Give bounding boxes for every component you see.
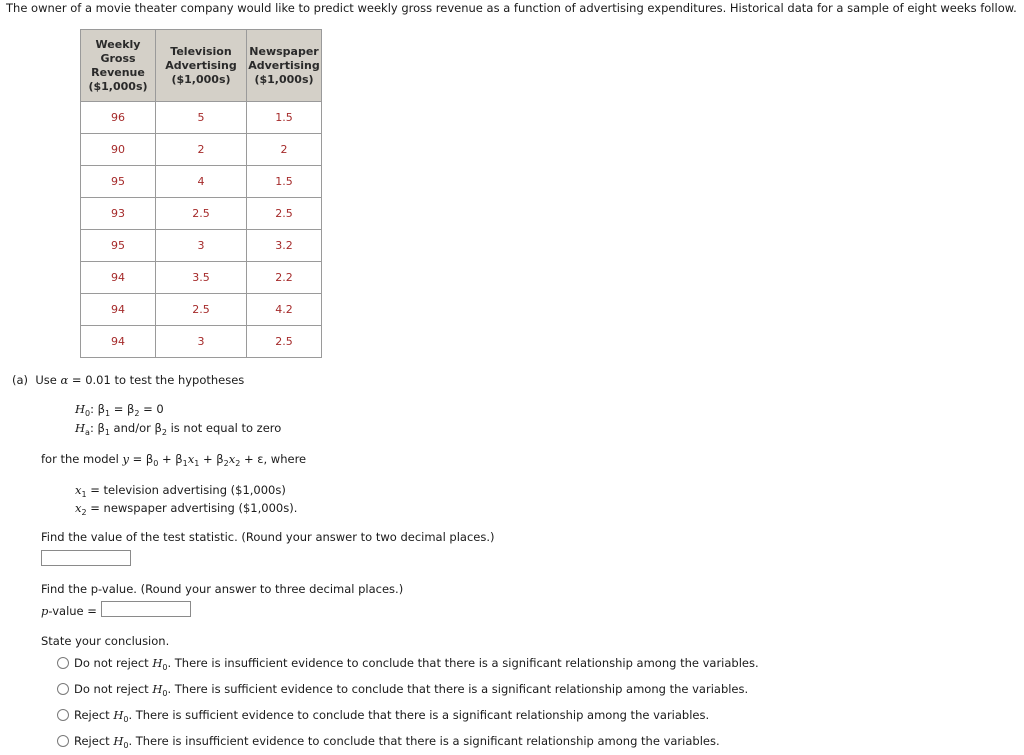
cell-tv: 2.5	[156, 294, 247, 326]
conclusion-radio-4[interactable]	[57, 735, 69, 747]
cell-tv: 5	[156, 102, 247, 134]
table-row	[81, 294, 322, 326]
cell-newspaper: 4.2	[247, 294, 322, 326]
conclusion-radio-1[interactable]	[57, 657, 69, 669]
cell-tv: 2	[156, 134, 247, 166]
test-statistic-input[interactable]	[41, 550, 131, 566]
cell-tv: 3.5	[156, 262, 247, 294]
cell-newspaper: 1.5	[247, 166, 322, 198]
table-row	[81, 198, 322, 230]
header-weekly-gross-revenue: Weekly Gross Revenue ($1,000s)	[81, 30, 156, 102]
table-row	[81, 166, 322, 198]
cell-revenue: 94	[81, 326, 156, 358]
cell-tv: 3	[156, 326, 247, 358]
test-statistic-question: Find the value of the test statistic. (Round your answer to two decimal places.)	[41, 530, 495, 544]
conclusion-option-4[interactable]: Reject $H_0$. There is insufficient evidence to conclude that there is a significant relationship among the variables.	[74, 734, 720, 750]
table-row	[81, 262, 322, 294]
cell-revenue: 95	[81, 230, 156, 262]
cell-newspaper: 3.2	[247, 230, 322, 262]
x1-definition: $x_1$ = television advertising ($1,000s)	[75, 483, 286, 499]
cell-tv: 2.5	[156, 198, 247, 230]
cell-revenue: 94	[81, 262, 156, 294]
p-value-label: p-value =	[41, 604, 97, 618]
table-row	[81, 230, 322, 262]
header-newspaper-advertising: Newspaper Advertising ($1,000s)	[247, 30, 322, 102]
table-row	[81, 326, 322, 358]
conclusion-option-3[interactable]: Reject $H_0$. There is sufficient evidence to conclude that there is a significant relationship among the variables.	[74, 708, 710, 724]
conclusion-radio-3[interactable]	[57, 709, 69, 721]
cell-newspaper: 1.5	[247, 102, 322, 134]
data-table	[80, 29, 322, 358]
alternative-hypothesis: $H_a$: $\beta_1$ and/or $\beta_2$ is not equal to zero	[75, 421, 282, 437]
cell-revenue: 93	[81, 198, 156, 230]
cell-revenue: 90	[81, 134, 156, 166]
conclusion-option-1[interactable]: Do not reject $H_0$. There is insufficient evidence to conclude that there is a significant relationship among the variables.	[74, 656, 759, 672]
problem-intro: The owner of a movie theater company would like to predict weekly gross revenue as a function of advertising expenditures. Historical data for a sample of eight weeks follow.	[6, 1, 1017, 15]
p-value-question: Find the p-value. (Round your answer to three decimal places.)	[41, 582, 404, 596]
x2-definition: $x_2$ = newspaper advertising ($1,000s).	[75, 501, 298, 517]
model-equation: for the model $y = \beta_0 + \beta_1x_1 + \beta_2x_2 + \varepsilon$, where	[41, 452, 307, 468]
null-hypothesis: $H_0$: $\beta_1 = \beta_2 = 0$	[75, 402, 164, 418]
cell-newspaper: 2	[247, 134, 322, 166]
cell-revenue: 96	[81, 102, 156, 134]
header-television-advertising: Television Advertising ($1,000s)	[156, 30, 247, 102]
conclusion-option-2[interactable]: Do not reject $H_0$. There is sufficient evidence to conclude that there is a significant relationship among the variables.	[74, 682, 749, 698]
cell-newspaper: 2.2	[247, 262, 322, 294]
cell-newspaper: 2.5	[247, 326, 322, 358]
cell-revenue: 94	[81, 294, 156, 326]
cell-revenue: 95	[81, 166, 156, 198]
table-row	[81, 102, 322, 134]
part-a-intro: (a) Use α = 0.01 to test the hypotheses	[12, 373, 245, 387]
cell-tv: 4	[156, 166, 247, 198]
cell-newspaper: 2.5	[247, 198, 322, 230]
conclusion-radio-2[interactable]	[57, 683, 69, 695]
conclusion-prompt: State your conclusion.	[41, 634, 170, 648]
cell-tv: 3	[156, 230, 247, 262]
p-value-input[interactable]	[101, 601, 191, 617]
table-row	[81, 134, 322, 166]
